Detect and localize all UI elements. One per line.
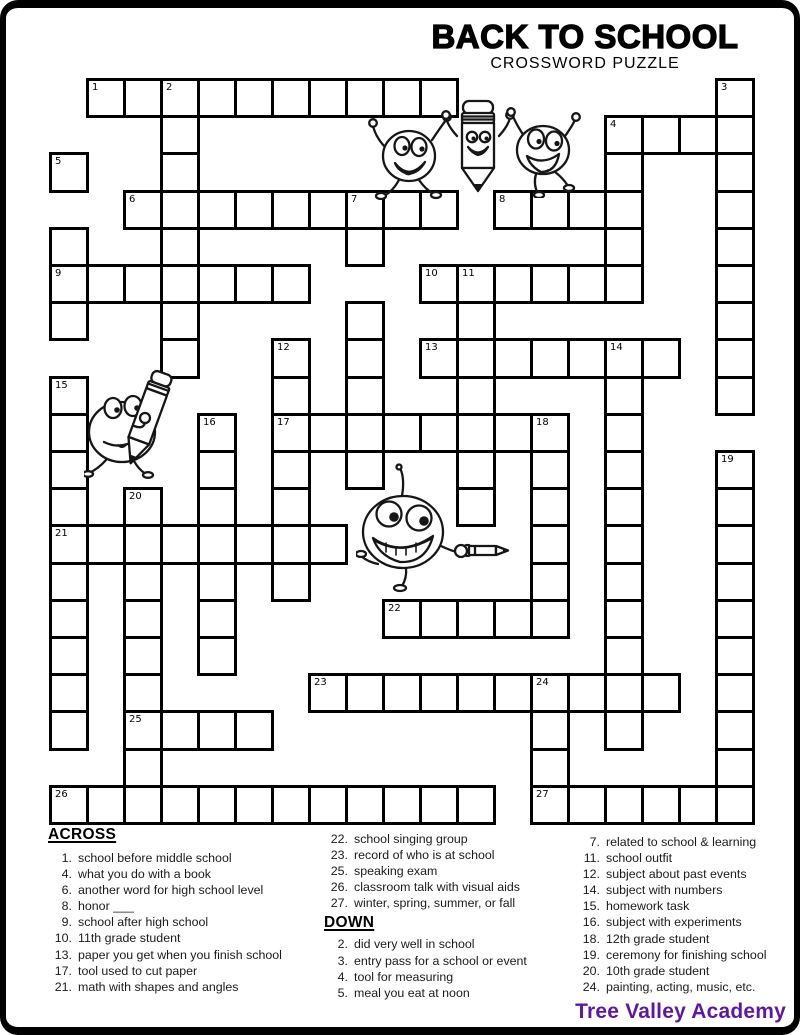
- clue-item-number: 11.: [583, 851, 600, 866]
- grid-cell-number: 2: [166, 82, 173, 93]
- grid-cell-number: 5: [55, 156, 62, 168]
- grid-cell[interactable]: [715, 338, 755, 378]
- grid-cell-number: 22: [388, 602, 401, 614]
- clue-item-number: 23.: [330, 848, 348, 863]
- grid-cell[interactable]: [604, 264, 644, 304]
- grid-cell-number: 21: [55, 528, 68, 540]
- grid-cell[interactable]: [345, 227, 385, 267]
- grid-cell[interactable]: [49, 562, 89, 602]
- clue-item: [576, 834, 794, 850]
- down-heading: DOWN: [324, 914, 375, 932]
- clue-item-text: school outfit: [606, 851, 673, 866]
- grid-cell[interactable]: [308, 413, 348, 453]
- grid-cell[interactable]: [567, 264, 607, 304]
- grid-cell[interactable]: [715, 562, 755, 602]
- clue-item: [576, 866, 794, 882]
- grid-cell[interactable]: [49, 636, 89, 676]
- clue-item-text: winter, spring, summer, or fall: [354, 896, 516, 911]
- grid-cell[interactable]: [604, 413, 644, 453]
- grid-cell[interactable]: [49, 487, 89, 527]
- clue-item: [48, 914, 338, 930]
- clue-item: [48, 866, 338, 882]
- clue-item: [324, 847, 579, 863]
- clue-item-text: honor ___: [78, 899, 134, 914]
- clue-item-number: 14.: [582, 883, 600, 898]
- grid-cell[interactable]: [197, 710, 237, 750]
- grid-cell-number: 12: [277, 342, 290, 354]
- grid-cell[interactable]: [197, 524, 237, 564]
- clue-item-number: 10.: [54, 931, 72, 946]
- clue-item-text: what you do with a book: [78, 867, 211, 882]
- clue-item: [48, 947, 338, 963]
- clue-item-text: tool for measuring: [354, 969, 454, 984]
- grid-cell-number: 14: [610, 342, 623, 354]
- grid-cell[interactable]: [604, 376, 644, 416]
- grid-cell[interactable]: [530, 264, 570, 304]
- grid-cell-number: 26: [55, 788, 68, 800]
- clue-item-text: entry pass for a school or event: [354, 953, 527, 968]
- clue-item: [576, 882, 794, 898]
- grid-cell[interactable]: [308, 190, 348, 230]
- grid-cell[interactable]: [715, 487, 755, 527]
- grid-cell[interactable]: [456, 301, 496, 341]
- grid-cell[interactable]: [715, 785, 755, 825]
- grid-cell[interactable]: [604, 636, 644, 676]
- grid-cell[interactable]: [197, 78, 237, 118]
- grid-cell[interactable]: [604, 190, 644, 230]
- grid-cell[interactable]: [123, 524, 163, 564]
- grid-cell[interactable]: [493, 413, 533, 453]
- grid-cell[interactable]: [234, 78, 274, 118]
- clue-item: [576, 898, 794, 914]
- grid-cell[interactable]: [123, 636, 163, 676]
- clue-item-text: did very well in school: [354, 937, 475, 952]
- grid-cell[interactable]: [345, 413, 385, 453]
- grid-cell[interactable]: [419, 413, 459, 453]
- clue-item-number: 3.: [337, 953, 348, 968]
- grid-cell[interactable]: [234, 190, 274, 230]
- grid-cell[interactable]: [160, 152, 200, 192]
- clue-item-text: school before middle school: [78, 851, 232, 865]
- grid-cell[interactable]: [160, 785, 200, 825]
- clue-item: [324, 863, 579, 879]
- grid-cell[interactable]: [123, 673, 163, 713]
- grid-cell[interactable]: [345, 673, 385, 713]
- grid-cell-number: 11: [462, 268, 475, 279]
- grid-cell[interactable]: [197, 785, 237, 825]
- clue-item: [48, 930, 338, 946]
- grid-cell[interactable]: [604, 227, 644, 267]
- clue-item: [576, 850, 794, 866]
- grid-cell[interactable]: [567, 785, 607, 825]
- grid-cell[interactable]: [345, 301, 385, 341]
- alien-student-with-pencil-illustration: [356, 462, 516, 594]
- grid-cell[interactable]: [123, 78, 163, 118]
- grid-cell[interactable]: [641, 338, 681, 378]
- grid-cell[interactable]: [49, 673, 89, 713]
- clue-column-middle: [324, 831, 579, 1001]
- clue-item-number: 8.: [61, 899, 72, 914]
- grid-cell[interactable]: [715, 264, 755, 304]
- clue-item-number: 2.: [337, 937, 348, 952]
- grid-cell[interactable]: [197, 599, 237, 639]
- grid-cell-number: 15: [55, 379, 68, 391]
- clue-item-text: subject about past events: [606, 867, 747, 882]
- grid-cell[interactable]: [86, 264, 126, 304]
- grid-cell[interactable]: [197, 562, 237, 602]
- clue-item: [324, 895, 579, 911]
- grid-cell[interactable]: [49, 450, 89, 490]
- grid-cell-number: 16: [203, 416, 216, 428]
- clue-item-text: ceremony for finishing school: [606, 947, 767, 962]
- clue-item-number: 4.: [337, 969, 348, 984]
- grid-cell[interactable]: [715, 524, 755, 564]
- clue-item: [48, 850, 338, 866]
- clue-item: [324, 879, 579, 895]
- student-writing-with-pencil-illustration: [84, 366, 198, 480]
- clue-item-number: 22.: [330, 832, 348, 846]
- grid-cell[interactable]: [641, 785, 681, 825]
- grid-cell[interactable]: [271, 524, 311, 564]
- clue-item-number: 7.: [589, 835, 600, 849]
- clue-item: [576, 963, 794, 979]
- grid-cell-number: 6: [129, 193, 136, 205]
- clue-item: [576, 979, 794, 995]
- clue-item-text: another word for high school level: [78, 883, 264, 898]
- grid-cell[interactable]: [604, 524, 644, 564]
- clue-item: [324, 936, 579, 952]
- grid-cell[interactable]: [382, 785, 422, 825]
- grid-cell[interactable]: [49, 413, 89, 453]
- grid-cell[interactable]: [715, 599, 755, 639]
- grid-cell[interactable]: [715, 636, 755, 676]
- grid-cell[interactable]: [271, 785, 311, 825]
- grid-cell[interactable]: [345, 785, 385, 825]
- grid-cell-number: 10: [425, 268, 438, 279]
- clue-item-text: meal you eat at noon: [354, 985, 470, 1000]
- grid-cell[interactable]: [456, 785, 496, 825]
- grid-cell[interactable]: [382, 413, 422, 453]
- grid-cell-number: 24: [536, 677, 549, 689]
- clue-item-number: 25.: [330, 864, 348, 879]
- grid-cell[interactable]: [456, 673, 496, 713]
- grid-cell[interactable]: [493, 338, 533, 378]
- clue-item-number: 6.: [61, 883, 72, 898]
- grid-cell[interactable]: [530, 450, 570, 490]
- clue-item: [48, 882, 338, 898]
- clue-item: [48, 979, 338, 995]
- grid-cell[interactable]: [160, 264, 200, 304]
- grid-cell[interactable]: [530, 338, 570, 378]
- puzzle-title: BACK TO SCHOOL: [431, 18, 739, 55]
- grid-cell[interactable]: [308, 524, 348, 564]
- grid-cell[interactable]: [493, 673, 533, 713]
- grid-cell[interactable]: [160, 190, 200, 230]
- grid-cell[interactable]: [271, 376, 311, 416]
- grid-cell[interactable]: [308, 78, 348, 118]
- grid-cell[interactable]: [197, 487, 237, 527]
- clue-item: [576, 947, 794, 963]
- clue-item-number: 19.: [582, 947, 600, 962]
- grid-cell[interactable]: [456, 376, 496, 416]
- clue-item-number: 21.: [54, 979, 72, 994]
- clue-item-text: school after high school: [78, 915, 209, 930]
- grid-cell[interactable]: [530, 487, 570, 527]
- grid-cell[interactable]: [493, 264, 533, 304]
- grid-cell[interactable]: [530, 748, 570, 788]
- puzzle-subtitle: CROSSWORD PUZZLE: [490, 55, 680, 72]
- grid-cell-number: 3: [721, 82, 728, 93]
- grid-cell[interactable]: [456, 413, 496, 453]
- grid-cell[interactable]: [530, 524, 570, 564]
- grid-cell[interactable]: [530, 599, 570, 639]
- clue-item-text: related to school & learning: [606, 835, 757, 849]
- grid-cell[interactable]: [715, 710, 755, 750]
- clue-item: [324, 969, 579, 985]
- clue-item: [324, 953, 579, 969]
- student-jumping-right-illustration: [500, 104, 582, 198]
- clue-item-number: 24.: [582, 979, 600, 994]
- clue-column-left: [48, 826, 338, 995]
- grid-cell-number: 8: [499, 193, 506, 205]
- grid-cell[interactable]: [49, 710, 89, 750]
- grid-cell[interactable]: [49, 599, 89, 639]
- clue-item-text: record of who is at school: [354, 848, 495, 863]
- grid-cell-number: 9: [55, 268, 62, 279]
- clue-item-number: 17.: [54, 963, 72, 978]
- grid-cell[interactable]: [604, 673, 644, 713]
- clue-item-number: 1.: [61, 851, 72, 865]
- grid-cell-number: 4: [610, 119, 617, 131]
- grid-cell[interactable]: [530, 710, 570, 750]
- grid-cell[interactable]: [123, 562, 163, 602]
- grid-cell[interactable]: [604, 785, 644, 825]
- clue-item-text: classroom talk with visual aids: [354, 880, 520, 895]
- grid-cell[interactable]: [197, 190, 237, 230]
- brand-logo: Tree Valley Academy: [575, 1000, 786, 1023]
- grid-cell-number: 17: [277, 416, 290, 428]
- clue-item-text: subject with experiments: [606, 915, 742, 930]
- clue-item-text: painting, acting, music, etc.: [606, 979, 756, 994]
- grid-cell[interactable]: [271, 78, 311, 118]
- grid-cell[interactable]: [308, 785, 348, 825]
- grid-cell-number: 7: [351, 193, 358, 205]
- clue-item-number: 16.: [582, 915, 600, 930]
- grid-cell[interactable]: [419, 673, 459, 713]
- grid-cell[interactable]: [271, 264, 311, 304]
- grid-cell[interactable]: [715, 673, 755, 713]
- grid-cell[interactable]: [567, 338, 607, 378]
- clue-item-number: 12.: [582, 867, 600, 882]
- grid-cell-number: 20: [129, 491, 142, 503]
- grid-cell[interactable]: [234, 264, 274, 304]
- clue-item-number: 4.: [61, 867, 72, 882]
- clue-item-text: 12th grade student: [606, 931, 710, 946]
- grid-cell[interactable]: [160, 115, 200, 155]
- clue-item-number: 15.: [582, 899, 600, 914]
- grid-cell[interactable]: [604, 599, 644, 639]
- grid-cell-number: 19: [721, 454, 734, 465]
- grid-cell[interactable]: [49, 227, 89, 267]
- grid-cell[interactable]: [345, 376, 385, 416]
- across-heading: ACROSS: [48, 826, 117, 843]
- grid-cell[interactable]: [715, 115, 755, 155]
- clue-item-text: school singing group: [354, 832, 468, 846]
- grid-cell[interactable]: [123, 785, 163, 825]
- clue-item-text: math with shapes and angles: [78, 979, 239, 994]
- clue-item: [576, 931, 794, 947]
- grid-cell[interactable]: [271, 190, 311, 230]
- grid-cell[interactable]: [715, 190, 755, 230]
- clue-column-right: [576, 834, 794, 995]
- grid-cell[interactable]: [715, 748, 755, 788]
- grid-cell[interactable]: [715, 301, 755, 341]
- clue-item: [576, 914, 794, 930]
- clue-item-text: paper you get when you finish school: [78, 947, 282, 962]
- grid-cell[interactable]: [530, 562, 570, 602]
- grid-cell[interactable]: [604, 710, 644, 750]
- clue-item-text: tool used to cut paper: [78, 963, 198, 978]
- clue-item-text: speaking exam: [354, 864, 438, 879]
- grid-cell[interactable]: [234, 710, 274, 750]
- header: [420, 20, 750, 73]
- clue-item: [324, 985, 579, 1001]
- grid-cell[interactable]: [456, 599, 496, 639]
- grid-cell[interactable]: [493, 599, 533, 639]
- grid-cell-number: 23: [314, 677, 327, 689]
- grid-cell[interactable]: [419, 785, 459, 825]
- grid-cell-number: 18: [536, 416, 549, 428]
- grid-cell[interactable]: [604, 562, 644, 602]
- clue-item: [324, 831, 579, 847]
- grid-cell[interactable]: [49, 301, 89, 341]
- clue-item-number: 13.: [54, 947, 72, 962]
- grid-cell[interactable]: [160, 227, 200, 267]
- grid-cell[interactable]: [123, 748, 163, 788]
- grid-cell[interactable]: [382, 673, 422, 713]
- grid-cell[interactable]: [86, 524, 126, 564]
- grid-cell[interactable]: [271, 562, 311, 602]
- grid-cell[interactable]: [456, 338, 496, 378]
- clue-item: [48, 963, 338, 979]
- grid-cell[interactable]: [641, 115, 681, 155]
- grid-cell[interactable]: [123, 599, 163, 639]
- clue-item-text: 10th grade student: [606, 963, 710, 978]
- grid-cell[interactable]: [160, 301, 200, 341]
- grid-cell-number: 1: [92, 82, 99, 93]
- clue-item-text: homework task: [606, 899, 690, 914]
- clue-item: [48, 898, 338, 914]
- clue-item-number: 18.: [582, 931, 600, 946]
- grid-cell[interactable]: [197, 636, 237, 676]
- grid-cell[interactable]: [715, 376, 755, 416]
- clue-item-number: 20.: [582, 963, 600, 978]
- grid-cell[interactable]: [86, 785, 126, 825]
- grid-cell-number: 25: [129, 714, 142, 726]
- grid-cell[interactable]: [604, 152, 644, 192]
- grid-cell[interactable]: [160, 524, 200, 564]
- grid-cell[interactable]: [678, 115, 718, 155]
- grid-cell[interactable]: [604, 487, 644, 527]
- grid-cell[interactable]: [345, 338, 385, 378]
- grid-cell[interactable]: [641, 673, 681, 713]
- clue-item-number: 26.: [330, 880, 348, 895]
- clue-item-number: 5.: [337, 985, 348, 1000]
- grid-cell[interactable]: [678, 785, 718, 825]
- clue-item-number: 9.: [61, 915, 72, 930]
- grid-cell[interactable]: [715, 227, 755, 267]
- grid-cell[interactable]: [234, 785, 274, 825]
- grid-cell[interactable]: [715, 152, 755, 192]
- grid-cell[interactable]: [271, 450, 311, 490]
- grid-cell[interactable]: [234, 524, 274, 564]
- grid-cell[interactable]: [160, 710, 200, 750]
- grid-cell[interactable]: [123, 264, 163, 304]
- grid-cell[interactable]: [419, 599, 459, 639]
- grid-cell[interactable]: [197, 264, 237, 304]
- grid-cell[interactable]: [271, 487, 311, 527]
- grid-cell[interactable]: [567, 673, 607, 713]
- clue-item-text: 11th grade student: [78, 931, 181, 946]
- grid-cell-number: 27: [536, 788, 549, 800]
- grid-cell[interactable]: [197, 450, 237, 490]
- clue-item-number: 27.: [330, 896, 348, 911]
- clue-item-text: subject with numbers: [606, 883, 723, 898]
- grid-cell[interactable]: [604, 450, 644, 490]
- grid-cell-number: 13: [425, 342, 438, 354]
